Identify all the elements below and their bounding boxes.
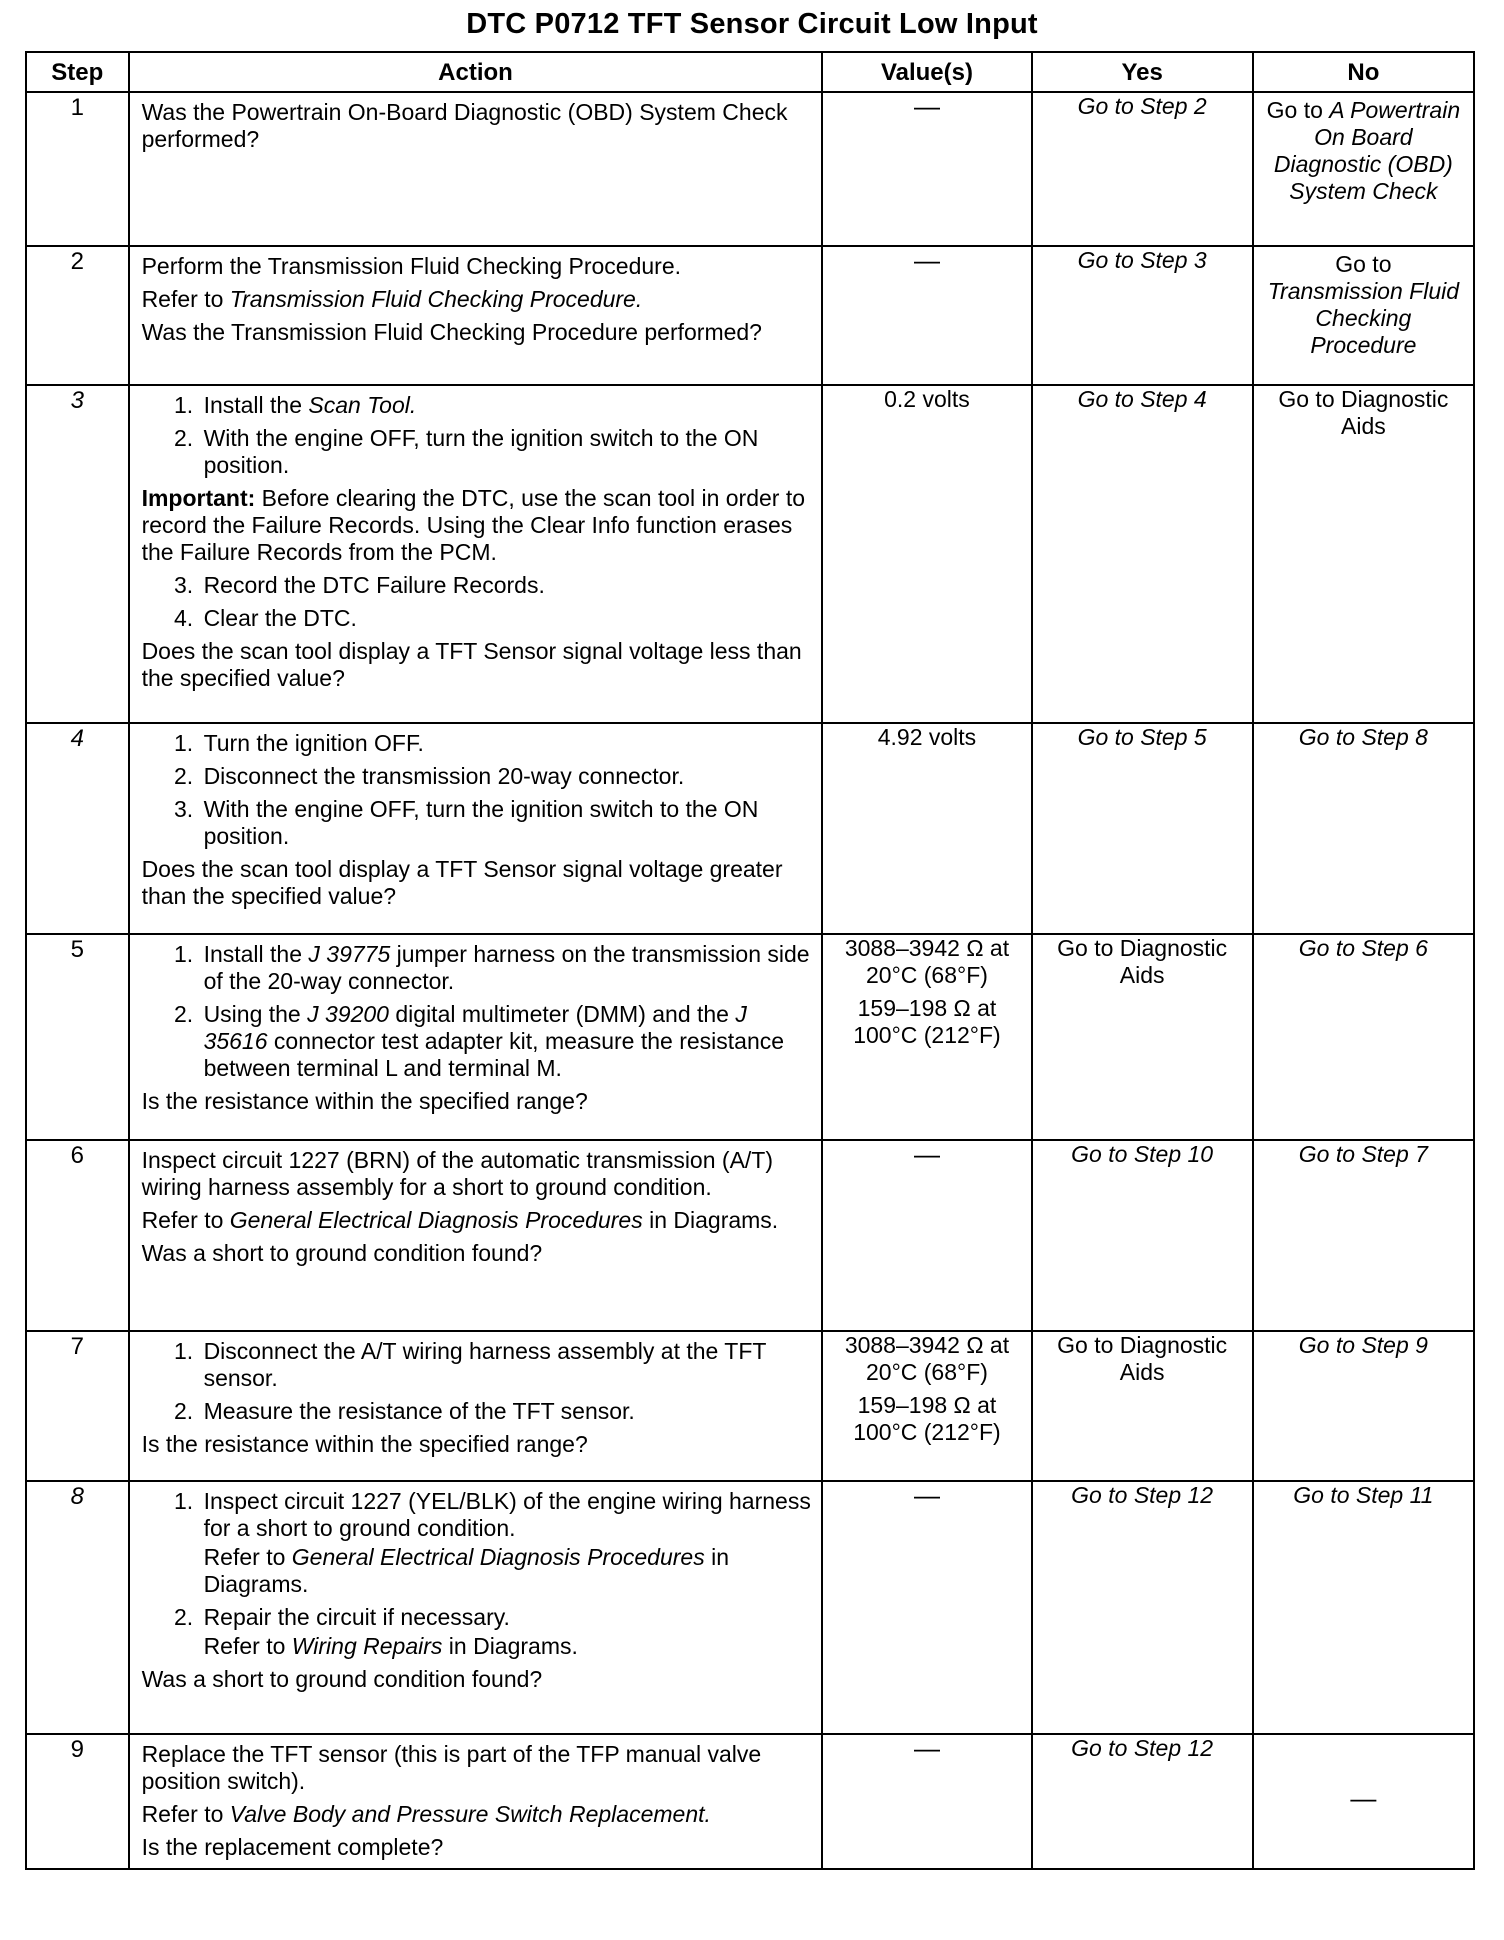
action-text: Inspect circuit 1227 (BRN) of the automatic transmission (A/T) wiring harness assembly for a short to ground condition. xyxy=(141,1147,774,1200)
action-reference: Refer to Valve Body and Pressure Switch Replacement. xyxy=(141,1801,711,1827)
table-row xyxy=(26,1734,1474,1869)
header-yes: Yes xyxy=(1032,52,1253,92)
yes-cell xyxy=(1032,1481,1253,1734)
value-cell xyxy=(822,934,1031,1140)
important-note xyxy=(142,485,812,566)
action-question: Was a short to ground condition found? xyxy=(141,1240,543,1266)
step-number: 4 xyxy=(26,723,129,934)
action-question: Is the resistance within the specified range? xyxy=(141,1088,588,1114)
action-question: Was a short to ground condition found? xyxy=(141,1666,543,1692)
table-row xyxy=(26,1481,1474,1734)
action-cell xyxy=(129,934,823,1140)
action-question: Was the Transmission Fluid Checking Procedure performed? xyxy=(141,319,762,345)
list-item: 4. Clear the DTC. xyxy=(200,605,812,632)
action-cell xyxy=(129,1734,823,1869)
yes-link[interactable]: Go to Diagnostic Aids xyxy=(1057,1332,1228,1385)
list-item: 2. Repair the circuit if necessary. Refer to Wiring Repairs in Diagrams. xyxy=(200,1604,812,1660)
list-item: 2. Disconnect the transmission 20-way connector. xyxy=(200,763,812,790)
value-text: 4.92 volts xyxy=(877,724,977,750)
table-row xyxy=(26,1140,1474,1331)
value-text: 3088–3942 Ω at 20°C (68°F) xyxy=(844,935,1010,988)
action-cell xyxy=(129,92,823,246)
action-reference xyxy=(142,286,812,313)
no-cell xyxy=(1253,723,1474,934)
header-row xyxy=(26,52,1474,92)
tool-ref: J 39200 xyxy=(307,1001,389,1027)
yes-cell xyxy=(1032,723,1253,934)
value-text: 159–198 Ω at 100°C (212°F) xyxy=(853,1392,1001,1445)
value-text: — xyxy=(913,91,940,121)
yes-cell xyxy=(1032,92,1253,246)
value-text: 0.2 volts xyxy=(884,386,970,412)
header-step: Step xyxy=(26,52,129,92)
action-question: Does the scan tool display a TFT Sensor signal voltage greater than the specified value? xyxy=(141,856,783,909)
step-number: 1 xyxy=(26,92,129,246)
no-link[interactable]: Go to Diagnostic Aids xyxy=(1278,386,1449,439)
no-cell xyxy=(1253,1140,1474,1331)
value-cell xyxy=(822,246,1031,385)
value-cell xyxy=(822,1140,1031,1331)
action-cell xyxy=(129,1481,823,1734)
action-text: Replace the TFT sensor (this is part of the TFP manual valve position switch). xyxy=(141,1741,762,1794)
yes-cell xyxy=(1032,385,1253,723)
no-link[interactable]: A Powertrain On Board Diagnostic (OBD) System Check xyxy=(1273,97,1461,204)
no-link[interactable]: Go to Step 6 xyxy=(1298,935,1428,961)
ref-link[interactable]: General Electrical Diagnosis Procedures xyxy=(291,1544,705,1570)
header-action: Action xyxy=(129,52,823,92)
no-link[interactable]: Go to Step 11 xyxy=(1293,1482,1434,1508)
step-number: 5 xyxy=(26,934,129,1140)
list-item: 1. Install the J 39775 jumper harness on the transmission side of the 20-way connector. xyxy=(200,941,812,995)
important-label: Important: xyxy=(141,485,256,511)
action-list xyxy=(142,572,812,632)
yes-link[interactable]: Go to Step 3 xyxy=(1077,247,1207,273)
tool-ref: J 35616 xyxy=(203,1001,747,1054)
value-text: 3088–3942 Ω at 20°C (68°F) xyxy=(844,1332,1010,1385)
list-item: 2. Using the J 39200 digital multimeter (DMM) and the J 35616 connector test adapter kit, measure the resistance between terminal L and terminal M. xyxy=(200,1001,812,1082)
ref-link[interactable]: Wiring Repairs xyxy=(291,1633,443,1659)
no-cell xyxy=(1253,246,1474,385)
ref-link[interactable]: Valve Body and Pressure Switch Replacement. xyxy=(229,1801,711,1827)
no-cell xyxy=(1253,1734,1474,1869)
yes-cell xyxy=(1032,934,1253,1140)
ref-link[interactable]: Transmission Fluid Checking Procedure. xyxy=(229,286,643,312)
action-cell xyxy=(129,246,823,385)
yes-link[interactable]: Go to Step 5 xyxy=(1077,724,1207,750)
action-cell xyxy=(129,723,823,934)
tool-ref: J 39775 xyxy=(308,941,391,967)
value-cell xyxy=(822,723,1031,934)
action-list xyxy=(142,1338,812,1425)
action-cell xyxy=(129,1331,823,1481)
value-cell xyxy=(822,385,1031,723)
header-values: Value(s) xyxy=(822,52,1031,92)
action-question: Was the Powertrain On-Board Diagnostic (OBD) System Check performed? xyxy=(141,99,788,152)
step-number: 3 xyxy=(26,385,129,723)
value-text: — xyxy=(913,1139,940,1169)
yes-cell xyxy=(1032,1140,1253,1331)
value-text: 159–198 Ω at 100°C (212°F) xyxy=(853,995,1001,1048)
action-list xyxy=(142,392,812,479)
ref-link[interactable]: Scan Tool. xyxy=(308,392,417,418)
action-text: Perform the Transmission Fluid Checking Procedure. xyxy=(141,253,682,279)
list-item: 3. Record the DTC Failure Records. xyxy=(200,572,812,599)
no-link[interactable]: Go to Step 7 xyxy=(1298,1141,1428,1167)
list-item: 2. Measure the resistance of the TFT sensor. xyxy=(200,1398,812,1425)
value-cell xyxy=(822,1331,1031,1481)
table-row xyxy=(26,934,1474,1140)
action-reference: Refer to Wiring Repairs in Diagrams. xyxy=(203,1633,578,1659)
list-item: 1. Turn the ignition OFF. xyxy=(200,730,812,757)
no-cell xyxy=(1253,92,1474,246)
action-reference: Refer to General Electrical Diagnosis Procedures in Diagrams. xyxy=(203,1544,729,1597)
step-number: 9 xyxy=(26,1734,129,1869)
no-value: — xyxy=(1350,1782,1377,1813)
action-list xyxy=(142,1488,812,1660)
no-cell xyxy=(1253,934,1474,1140)
value-text: — xyxy=(913,1733,940,1763)
page-title: DTC P0712 TFT Sensor Circuit Low Input xyxy=(466,8,1038,40)
action-list xyxy=(142,730,812,850)
value-cell xyxy=(822,1734,1031,1869)
no-link-prefix: Go to xyxy=(1266,97,1323,123)
yes-cell xyxy=(1032,1734,1253,1869)
value-text: — xyxy=(913,245,940,275)
header-no: No xyxy=(1253,52,1474,92)
table-row xyxy=(26,246,1474,385)
diagnostic-table xyxy=(25,51,1475,1870)
step-number: 7 xyxy=(26,1331,129,1481)
list-item: 1. Inspect circuit 1227 (YEL/BLK) of the engine wiring harness for a short to ground condition. Refer to General Electrical Diagnosis Procedures in Diagrams. xyxy=(200,1488,812,1598)
table-row xyxy=(26,385,1474,723)
list-item: 1. Disconnect the A/T wiring harness assembly at the TFT sensor. xyxy=(200,1338,812,1392)
yes-link[interactable]: Go to Step 4 xyxy=(1077,386,1207,412)
value-cell xyxy=(822,1481,1031,1734)
list-item: 3. With the engine OFF, turn the ignition switch to the ON position. xyxy=(200,796,812,850)
step-number: 6 xyxy=(26,1140,129,1331)
list-item: 2. With the engine OFF, turn the ignition switch to the ON position. xyxy=(200,425,812,479)
table-row xyxy=(26,723,1474,934)
step-number: 8 xyxy=(26,1481,129,1734)
action-cell xyxy=(129,1140,823,1331)
action-question: Is the replacement complete? xyxy=(141,1834,444,1860)
no-cell xyxy=(1253,1481,1474,1734)
action-question: Does the scan tool display a TFT Sensor signal voltage less than the specified value? xyxy=(141,638,802,691)
table-row xyxy=(26,1331,1474,1481)
no-link[interactable]: Go to Step 8 xyxy=(1298,724,1428,750)
value-text: — xyxy=(913,1480,940,1510)
no-cell xyxy=(1253,1331,1474,1481)
yes-link[interactable]: Go to Step 12 xyxy=(1071,1482,1214,1508)
yes-link[interactable]: Go to Step 2 xyxy=(1077,93,1207,119)
no-link-prefix: Go to xyxy=(1335,251,1392,277)
yes-link[interactable]: Go to Diagnostic Aids xyxy=(1057,935,1228,988)
yes-link[interactable]: Go to Step 12 xyxy=(1071,1735,1214,1761)
ref-link[interactable]: General Electrical Diagnosis Procedures xyxy=(229,1207,643,1233)
yes-cell xyxy=(1032,246,1253,385)
yes-cell xyxy=(1032,1331,1253,1481)
action-list xyxy=(142,941,812,1082)
no-link[interactable]: Go to Step 9 xyxy=(1298,1332,1428,1358)
value-cell xyxy=(822,92,1031,246)
action-question: Is the resistance within the specified range? xyxy=(141,1431,588,1457)
ref-prefix: Refer to xyxy=(141,286,230,312)
no-link[interactable]: Transmission Fluid Checking Procedure xyxy=(1267,278,1460,358)
table-row xyxy=(26,92,1474,246)
action-reference: Refer to General Electrical Diagnosis Procedures in Diagrams. xyxy=(141,1207,779,1233)
no-cell xyxy=(1253,385,1474,723)
list-item: 1. Install the Scan Tool. xyxy=(200,392,812,419)
yes-link[interactable]: Go to Step 10 xyxy=(1071,1141,1214,1167)
step-number: 2 xyxy=(26,246,129,385)
important-text: Before clearing the DTC, use the scan tool in order to record the Failure Records. Using the Clear Info function erases the Failure Records from the PCM. xyxy=(141,485,806,565)
action-cell xyxy=(129,385,823,723)
